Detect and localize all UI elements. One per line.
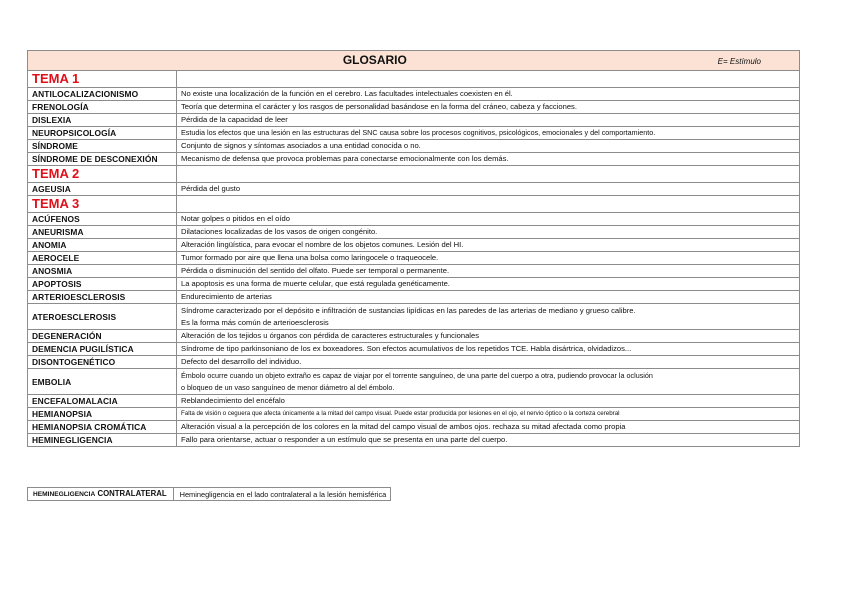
glossary-definition bbox=[177, 183, 800, 196]
glossary-row bbox=[28, 127, 800, 140]
definition-line: La apoptosis es una forma de muerte celular, que está regulada genéticamente. bbox=[181, 279, 450, 288]
glossary-row bbox=[28, 343, 800, 356]
definition-line: Conjunto de signos y síntomas asociados a una entidad conocida o no. bbox=[181, 141, 421, 150]
definition-line: Endurecimiento de arterias bbox=[181, 292, 272, 301]
glossary-definition bbox=[177, 330, 800, 343]
glossary-definition bbox=[177, 127, 800, 140]
glossary-term: HEMINEGLIGENCIA bbox=[28, 434, 177, 447]
header-note: E= Estímulo bbox=[717, 56, 762, 66]
glossary-row bbox=[28, 291, 800, 304]
glossary-row bbox=[28, 252, 800, 265]
glossary-definition bbox=[177, 278, 800, 291]
glossary-term: DEGENERACIÓN bbox=[28, 330, 177, 343]
glossary-term: ATEROESCLEROSIS bbox=[28, 304, 177, 330]
tema-heading-row bbox=[28, 196, 800, 213]
glossary-term: DEMENCIA PUGILÍSTICA bbox=[28, 343, 177, 356]
tema-heading-empty-cell bbox=[177, 71, 800, 88]
glossary-row bbox=[28, 88, 800, 101]
glossary-term: ENCEFALOMALACIA bbox=[28, 395, 177, 408]
definition-line: Émbolo ocurre cuando un objeto extraño es capaz de viajar por el torrente sanguíneo, de una parte del cuerpo a otra, pudiendo provocar la oclusión bbox=[181, 370, 653, 380]
definition-line: Fallo para orientarse, actuar o responder a un estímulo que se presenta en una parte del cuerpo. bbox=[181, 435, 508, 444]
glossary-header-cell bbox=[28, 51, 800, 71]
glossary-title: GLOSARIO bbox=[342, 52, 407, 67]
definition-line: Pérdida del gusto bbox=[181, 184, 241, 193]
last-term-big: CONTRALATERAL bbox=[97, 489, 167, 498]
glossary-definition bbox=[177, 239, 800, 252]
definition-line: Alteración lingüística, para evocar el nombre de los objetos comunes. Lesión del HI. bbox=[181, 240, 464, 249]
glossary-term: EMBOLIA bbox=[28, 369, 177, 395]
glossary-row bbox=[28, 114, 800, 127]
definition-line: Estudia los efectos que una lesión en las estructuras del SNC causa sobre los procesos cognitivos, psicológicos, emocionales y del comportamiento. bbox=[181, 128, 656, 137]
glossary-term: HEMIANOPSIA CROMÁTICA bbox=[28, 421, 177, 434]
tema-heading: TEMA 3 bbox=[28, 196, 177, 213]
glossary-row bbox=[28, 395, 800, 408]
tema-heading: TEMA 2 bbox=[28, 166, 177, 183]
tema-heading-row bbox=[28, 71, 800, 88]
glossary-header-row bbox=[28, 51, 800, 71]
glossary-term: ANEURISMA bbox=[28, 226, 177, 239]
glossary-definition bbox=[177, 88, 800, 101]
tema-heading-empty-cell bbox=[177, 166, 800, 183]
glossary-definition bbox=[177, 408, 800, 421]
glossary-definition bbox=[177, 421, 800, 434]
glossary-term: AEROCELE bbox=[28, 252, 177, 265]
glossary-definition bbox=[177, 434, 800, 447]
glossary-row bbox=[28, 278, 800, 291]
glossary-definition bbox=[177, 356, 800, 369]
glossary-term: SÍNDROME DE DESCONEXIÓN bbox=[28, 153, 177, 166]
tema-heading: TEMA 1 bbox=[28, 71, 177, 88]
glossary-definition bbox=[177, 304, 800, 330]
definition-line-2: Es la forma más común de arterioesclerosis bbox=[181, 317, 329, 327]
glossary-term: AGEUSIA bbox=[28, 183, 177, 196]
definition-line: Dilataciones localizadas de los vasos de origen congénito. bbox=[181, 227, 378, 236]
glossary-definition bbox=[177, 226, 800, 239]
glossary-definition bbox=[177, 265, 800, 278]
glossary-definition bbox=[177, 101, 800, 114]
glossary-row bbox=[28, 140, 800, 153]
glossary-row bbox=[28, 226, 800, 239]
glossary-definition bbox=[177, 140, 800, 153]
definition-line: No existe una localización de la función en el cerebro. Las facultades intelectuales coexisten en él. bbox=[181, 89, 513, 98]
last-definition: Heminegligencia en el lado contralateral a la lesión hemisférica bbox=[179, 489, 387, 499]
glossary-row bbox=[28, 369, 800, 395]
glossary-row bbox=[28, 356, 800, 369]
glossary-term: ANOMIA bbox=[28, 239, 177, 252]
glossary-term: HEMIANOPSIA bbox=[28, 408, 177, 421]
glossary-definition bbox=[177, 153, 800, 166]
definition-line-2: o bloqueo de un vaso sanguíneo de menor diámetro al del émbolo. bbox=[181, 382, 395, 392]
glossary-term: NEUROPSICOLOGÍA bbox=[28, 127, 177, 140]
glossary-row bbox=[28, 408, 800, 421]
glossary-term: FRENOLOGÍA bbox=[28, 101, 177, 114]
last-term bbox=[33, 488, 174, 500]
glossary-row bbox=[28, 265, 800, 278]
glossary-row bbox=[28, 101, 800, 114]
definition-line: Defecto del desarrollo del individuo. bbox=[181, 357, 302, 366]
glossary-table bbox=[27, 50, 800, 447]
glossary-term: APOPTOSIS bbox=[28, 278, 177, 291]
definition-line: Notar golpes o pitidos en el oído bbox=[181, 214, 290, 223]
glossary-row bbox=[28, 213, 800, 226]
glossary-term: ANOSMIA bbox=[28, 265, 177, 278]
definition-line: Alteración de los tejidos u órganos con pérdida de caracteres estructurales y funcionales bbox=[181, 331, 480, 340]
definition-line: Teoría que determina el carácter y los rasgos de personalidad basándose en la forma del cráneo, cabeza y facciones. bbox=[181, 102, 577, 111]
definition-line: Alteración visual a la percepción de los colores en la mitad del campo visual de ambos ojos. rechaza su mitad afectada como propia bbox=[181, 422, 626, 431]
definition-line: Síndrome de tipo parkinsoniano de los ex boxeadores. Son efectos acumulativos de los repetidos TCE. Habla disártrica, olvidadizos... bbox=[181, 344, 632, 353]
definition-line: Síndrome caracterizado por el depósito e infiltración de sustancias lipídicas en las paredes de las arterias de mediano y grueso calibre. bbox=[181, 305, 636, 315]
glossary-definition bbox=[177, 213, 800, 226]
last-term-small: HEMINEGLIGENCIA bbox=[33, 491, 96, 498]
glossary-row bbox=[28, 434, 800, 447]
glossary-term: ACÚFENOS bbox=[28, 213, 177, 226]
glossary-term: SÍNDROME bbox=[28, 140, 177, 153]
glossary-row bbox=[28, 330, 800, 343]
glossary-row bbox=[28, 304, 800, 330]
glossary-row bbox=[28, 183, 800, 196]
glossary-term: DISONTOGENÉTICO bbox=[28, 356, 177, 369]
glossary-term: ANTILOCALIZACIONISMO bbox=[28, 88, 177, 101]
glossary-term: ARTERIOESCLEROSIS bbox=[28, 291, 177, 304]
glossary-row bbox=[28, 421, 800, 434]
definition-line: Mecanismo de defensa que provoca problemas para conectarse emocionalmente con los demás. bbox=[181, 154, 509, 163]
glossary-definition bbox=[177, 291, 800, 304]
definition-line: Pérdida de la capacidad de leer bbox=[181, 115, 288, 124]
glossary-definition bbox=[177, 114, 800, 127]
glossary-term: DISLEXIA bbox=[28, 114, 177, 127]
glossary-definition bbox=[177, 395, 800, 408]
tema-heading-empty-cell bbox=[177, 196, 800, 213]
definition-line: Falta de visión o ceguera que afecta únicamente a la mitad del campo visual. Puede estar producida por lesiones en el ojo, el nervio óptico o la corteza cerebral bbox=[181, 410, 620, 417]
last-glossary-row bbox=[27, 487, 391, 501]
definition-line: Reblandecimiento del encéfalo bbox=[181, 396, 285, 405]
glossary-row bbox=[28, 153, 800, 166]
glossary-definition bbox=[177, 369, 800, 395]
glossary-definition bbox=[177, 252, 800, 265]
glossary-row bbox=[28, 239, 800, 252]
glossary-definition bbox=[177, 343, 800, 356]
tema-heading-row bbox=[28, 166, 800, 183]
definition-line: Pérdida o disminución del sentido del olfato. Puede ser temporal o permanente. bbox=[181, 266, 450, 275]
definition-line: Tumor formado por aire que llena una bolsa como laringocele o traqueocele. bbox=[181, 253, 439, 262]
